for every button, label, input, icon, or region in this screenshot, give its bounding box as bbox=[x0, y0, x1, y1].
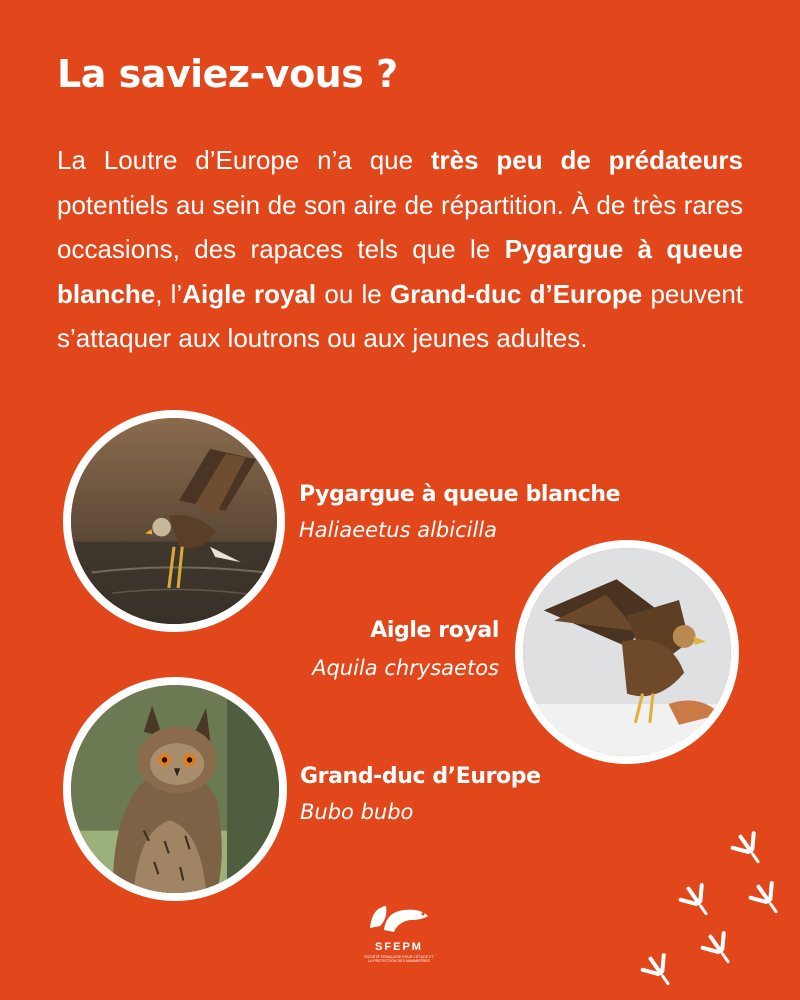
bird-track-icon bbox=[640, 948, 682, 994]
species-latin-pygargue: Haliaeetus albicilla bbox=[299, 518, 497, 542]
species-name-aigle: Aigle royal bbox=[370, 618, 499, 643]
sfepm-logo bbox=[363, 900, 435, 963]
bird-track-icon bbox=[727, 826, 772, 872]
white-tailed-eagle-photo bbox=[63, 410, 285, 632]
intro-paragraph: La Loutre d’Europe n’a que très peu de prédateurs potentiels au sein de son aire de répartition. À de très rares occasions, des rapaces tels que le Pygargue à queue blanche, l’Aigle royal ou le Grand-duc d’Europe peuvent s’attaquer aux loutrons ou aux jeunes adultes. bbox=[57, 145, 743, 353]
species-name-grand-duc: Grand-duc d’Europe bbox=[300, 764, 541, 789]
golden-eagle-photo bbox=[515, 540, 739, 764]
bird-tracks-decoration bbox=[640, 825, 800, 1000]
logo-subtitle: SOCIÉTÉ FRANÇAISE POUR L’ÉTUDE ET LA PROTECTION DES MAMMIFÈRES bbox=[364, 955, 434, 963]
species-latin-aigle: Aquila chrysaetos bbox=[312, 656, 499, 680]
bird-track-icon bbox=[697, 926, 742, 972]
species-latin-grand-duc: Bubo bubo bbox=[300, 800, 414, 824]
bird-track-icon bbox=[745, 876, 790, 922]
species-name-pygargue: Pygargue à queue blanche bbox=[299, 482, 621, 507]
page-title: La saviez-vous ? bbox=[57, 52, 398, 96]
otter-logo-icon bbox=[366, 900, 432, 934]
bird-track-icon bbox=[675, 878, 720, 924]
eagle-owl-photo bbox=[63, 677, 287, 901]
logo-name: SFEPM bbox=[375, 941, 423, 953]
